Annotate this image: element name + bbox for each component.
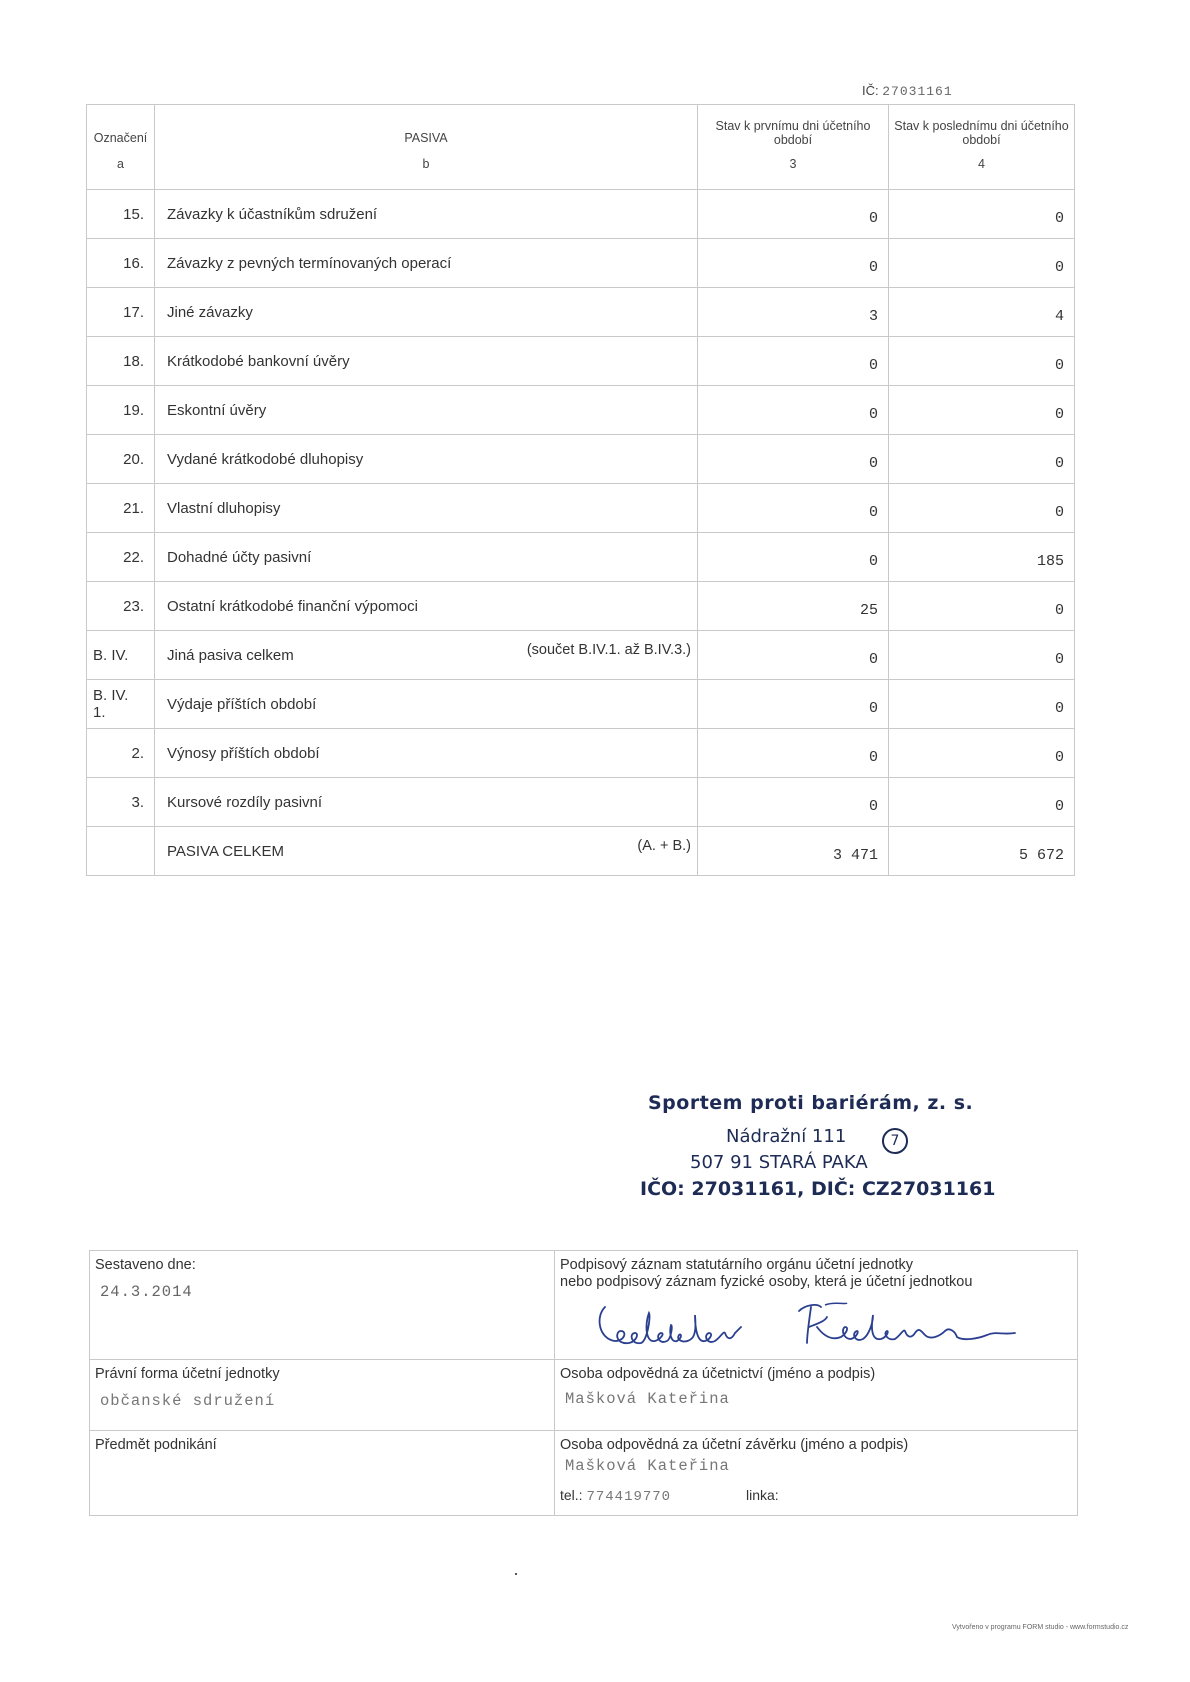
tel-value: 774419770 xyxy=(586,1489,672,1505)
osoba-zaverka-cell xyxy=(555,1431,1078,1516)
pravni-forma-value: občanské sdružení xyxy=(100,1392,276,1410)
podpis-label-line1: Podpisový záznam statutárního orgánu účetní jednotky xyxy=(560,1257,914,1273)
predmet-label: Předmět podnikání xyxy=(95,1437,217,1453)
program-note: Vytvořeno v programu FORM studio - www.formstudio.cz xyxy=(952,1624,1129,1631)
osoba-zaverka-label: Osoba odpovědná za účetní závěrku (jméno a podpis) xyxy=(560,1437,909,1453)
ic-label: IČ: xyxy=(862,83,879,98)
row-name: Výdaje příštích období xyxy=(167,695,317,713)
row-value-last: 0 xyxy=(889,729,1075,778)
predmet-cell xyxy=(90,1431,555,1516)
row-name-cell xyxy=(155,288,698,337)
table-row xyxy=(87,288,1075,337)
header-stav-posledni-sub: 4 xyxy=(978,157,985,171)
row-value-last: 0 xyxy=(889,631,1075,680)
table-row xyxy=(87,386,1075,435)
row-name-cell xyxy=(155,680,698,729)
ic-header xyxy=(862,83,953,99)
row-value-first: 25 xyxy=(698,582,889,631)
header-oznaceni xyxy=(87,105,155,190)
footer-row xyxy=(90,1431,1078,1516)
row-oznaceni: 23. xyxy=(87,582,155,631)
row-name: Ostatní krátkodobé finanční výpomoci xyxy=(167,597,418,615)
row-value-last: 5 672 xyxy=(889,827,1075,876)
table-header-row xyxy=(87,105,1075,190)
row-name-cell xyxy=(155,484,698,533)
row-name-cell xyxy=(155,190,698,239)
telefon-line xyxy=(560,1487,779,1505)
row-name: Krátkodobé bankovní úvěry xyxy=(167,352,350,370)
row-value-first: 0 xyxy=(698,435,889,484)
row-value-last: 0 xyxy=(889,337,1075,386)
osoba-ucetnictvi-cell xyxy=(555,1360,1078,1431)
row-name: Eskontní úvěry xyxy=(167,401,267,419)
row-name: Dohadné účty pasivní xyxy=(167,548,312,566)
stamp-line-name: Sportem proti bariérám, z. s. xyxy=(648,1092,974,1114)
table-row xyxy=(87,190,1075,239)
table-row-total xyxy=(87,827,1075,876)
row-value-last: 0 xyxy=(889,582,1075,631)
row-name-cell xyxy=(155,239,698,288)
row-value-last: 0 xyxy=(889,386,1075,435)
row-value-first: 0 xyxy=(698,729,889,778)
organization-stamp xyxy=(640,1092,996,1202)
row-oznaceni: B. IV. xyxy=(87,631,155,680)
row-value-first: 0 xyxy=(698,533,889,582)
header-stav-prvni xyxy=(698,105,889,190)
row-note: (A. + B.) xyxy=(637,838,691,854)
stamp-line-ids: IČO: 27031161, DIČ: CZ27031161 xyxy=(640,1178,996,1200)
row-value-first: 0 xyxy=(698,778,889,827)
row-name: Výnosy příštích období xyxy=(167,744,320,762)
header-stav-posledni xyxy=(889,105,1075,190)
row-name-cell xyxy=(155,631,698,680)
row-oznaceni: 21. xyxy=(87,484,155,533)
row-value-first: 0 xyxy=(698,631,889,680)
row-oznaceni: 17. xyxy=(87,288,155,337)
pravni-forma-cell xyxy=(90,1360,555,1431)
table-row xyxy=(87,533,1075,582)
header-pasiva-label: PASIVA xyxy=(404,131,448,145)
row-value-first: 3 xyxy=(698,288,889,337)
footer-table xyxy=(89,1250,1078,1516)
podpis-label-line2: nebo podpisový záznam fyzické osoby, která je účetní jednotkou xyxy=(560,1274,973,1290)
header-stav-posledni-label: Stav k poslednímu dni účetního období xyxy=(894,119,1069,147)
row-value-first: 3 471 xyxy=(698,827,889,876)
row-name-cell xyxy=(155,827,698,876)
handwritten-signature xyxy=(585,1297,1045,1357)
header-stav-prvni-label: Stav k prvnímu dni účetního období xyxy=(715,119,871,147)
row-name-cell xyxy=(155,386,698,435)
row-name: Závazky k účastníkům sdružení xyxy=(167,205,378,223)
sestaveno-value: 24.3.2014 xyxy=(100,1283,193,1301)
row-value-last: 0 xyxy=(889,190,1075,239)
row-name-cell xyxy=(155,729,698,778)
row-name: Jiné závazky xyxy=(167,303,253,321)
stamp-line-city: 507 91 STARÁ PAKA xyxy=(690,1152,868,1173)
row-name-cell xyxy=(155,337,698,386)
scan-speck xyxy=(515,1573,517,1575)
row-value-last: 0 xyxy=(889,778,1075,827)
table-row xyxy=(87,680,1075,729)
row-oznaceni: 19. xyxy=(87,386,155,435)
row-value-last: 0 xyxy=(889,484,1075,533)
row-name: Vlastní dluhopisy xyxy=(167,499,281,517)
row-oznaceni: 2. xyxy=(87,729,155,778)
row-name-cell xyxy=(155,435,698,484)
row-name: Kursové rozdíly pasivní xyxy=(167,793,323,811)
row-value-last: 0 xyxy=(889,435,1075,484)
row-value-last: 0 xyxy=(889,239,1075,288)
row-value-first: 0 xyxy=(698,239,889,288)
row-value-last: 185 xyxy=(889,533,1075,582)
row-value-first: 0 xyxy=(698,680,889,729)
row-oznaceni: 15. xyxy=(87,190,155,239)
row-value-first: 0 xyxy=(698,337,889,386)
footer-row xyxy=(90,1360,1078,1431)
row-name: Vydané krátkodobé dluhopisy xyxy=(167,450,364,468)
row-oznaceni: 22. xyxy=(87,533,155,582)
header-pasiva-sub: b xyxy=(422,157,430,171)
table-row xyxy=(87,239,1075,288)
podpis-label xyxy=(560,1257,972,1291)
row-name: Jiná pasiva celkem xyxy=(167,646,294,664)
row-name: PASIVA CELKEM xyxy=(167,842,284,860)
header-stav-prvni-sub: 3 xyxy=(789,157,797,171)
header-oznaceni-sub: a xyxy=(117,157,124,171)
osoba-ucetnictvi-value: Mašková Kateřina xyxy=(565,1390,730,1408)
row-value-last: 0 xyxy=(889,680,1075,729)
row-value-first: 0 xyxy=(698,386,889,435)
row-name-cell xyxy=(155,582,698,631)
stamp-line-street: Nádražní 111 xyxy=(726,1126,847,1147)
row-value-first: 0 xyxy=(698,484,889,533)
row-oznaceni: 18. xyxy=(87,337,155,386)
table-row xyxy=(87,582,1075,631)
table-row xyxy=(87,778,1075,827)
footer-row xyxy=(90,1251,1078,1360)
row-name: Závazky z pevných termínovaných operací xyxy=(167,254,452,272)
row-value-last: 4 xyxy=(889,288,1075,337)
osoba-ucetnictvi-label: Osoba odpovědná za účetnictví (jméno a podpis) xyxy=(560,1366,876,1382)
header-pasiva xyxy=(155,105,698,190)
table-row xyxy=(87,435,1075,484)
row-name-cell xyxy=(155,533,698,582)
row-oznaceni xyxy=(87,827,155,876)
row-oznaceni: 3. xyxy=(87,778,155,827)
pravni-forma-label: Právní forma účetní jednotky xyxy=(95,1366,280,1382)
sestaveno-cell xyxy=(90,1251,555,1360)
row-name-cell xyxy=(155,778,698,827)
table-row xyxy=(87,631,1075,680)
sestaveno-label: Sestaveno dne: xyxy=(95,1257,196,1273)
linka-label: linka: xyxy=(746,1487,779,1503)
row-note: (součet B.IV.1. až B.IV.3.) xyxy=(526,642,691,658)
row-oznaceni: B. IV. 1. xyxy=(87,680,155,729)
table-row xyxy=(87,337,1075,386)
row-value-first: 0 xyxy=(698,190,889,239)
osoba-zaverka-value: Mašková Kateřina xyxy=(565,1457,730,1475)
table-row xyxy=(87,729,1075,778)
row-oznaceni: 20. xyxy=(87,435,155,484)
ic-value: 27031161 xyxy=(882,84,953,99)
row-oznaceni: 16. xyxy=(87,239,155,288)
tel-label: tel.: xyxy=(560,1487,583,1503)
podpis-cell xyxy=(555,1251,1078,1360)
header-oznaceni-label: Označení xyxy=(93,131,148,145)
table-row xyxy=(87,484,1075,533)
pasiva-table xyxy=(86,104,1075,876)
stamp-seal-number: 7 xyxy=(882,1128,908,1154)
